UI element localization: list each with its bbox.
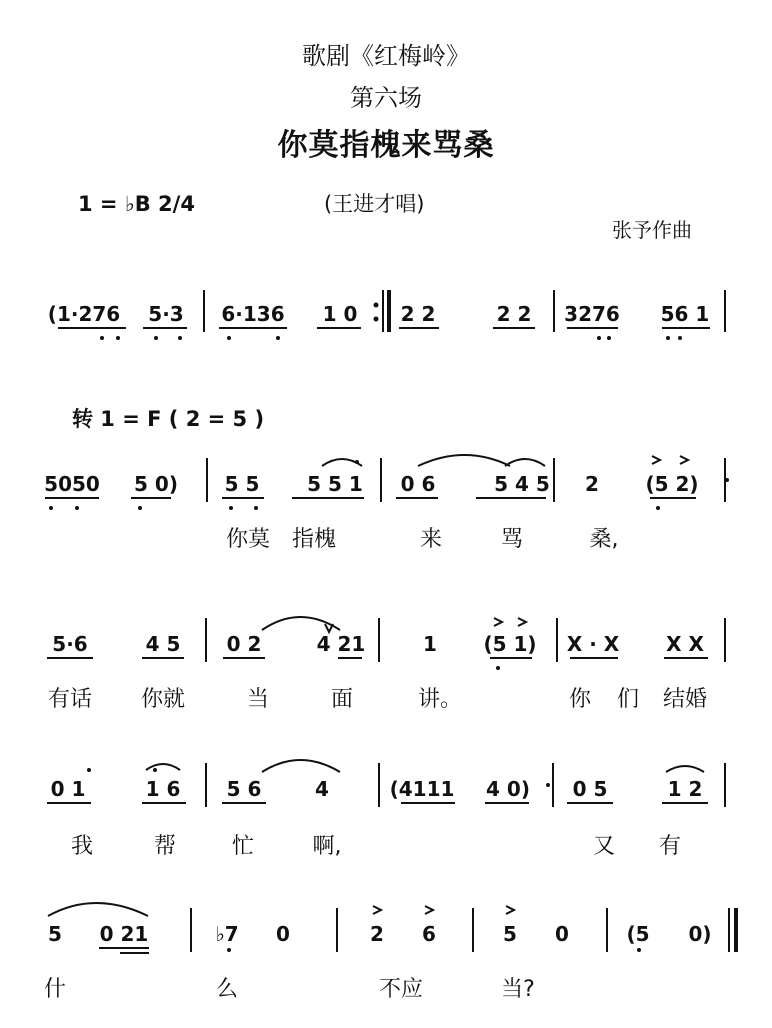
note-group: 5·6 (52, 632, 88, 656)
note-group: 5 0) (134, 472, 178, 496)
lyric: 当? (501, 977, 535, 1002)
accent-mark (680, 456, 688, 464)
note-group: 4 (315, 777, 329, 801)
note-group: 5 4 5 (494, 472, 550, 496)
accent-mark (425, 906, 433, 914)
lyric: 你 (568, 687, 592, 712)
key-signature: 1 = ♭B 2/4 (78, 192, 195, 216)
lyric: 们 (616, 687, 640, 712)
lyric: 又 (592, 834, 616, 859)
lyric: 骂 (500, 527, 524, 552)
note-group: 6·136 (221, 302, 285, 326)
note-group: 1 2 (667, 777, 703, 801)
lyric: 啊, (312, 834, 342, 859)
note-group: 5 5 (224, 472, 260, 496)
song-title: 你莫指槐来骂桑 (277, 128, 495, 163)
note-group: 1 (423, 632, 437, 656)
lyric: 桑, (589, 527, 619, 552)
note-group: ♭7 (215, 922, 239, 946)
note-group: 2 2 (400, 302, 436, 326)
lyric: 结婚 (662, 687, 708, 712)
fermata-dot (546, 783, 550, 787)
note-group: 5·3 (148, 302, 184, 326)
note-group: 0 6 (400, 472, 436, 496)
lyric: 你就 (140, 687, 186, 712)
lyric: 讲。 (417, 687, 463, 712)
note-group: X X (666, 632, 704, 656)
note-group: 2 (585, 472, 599, 496)
lyric: 什 (43, 977, 67, 1002)
singer-label: (王进才唱) (324, 192, 425, 216)
lyric: 有话 (47, 687, 93, 712)
accent-mark (518, 618, 526, 626)
accent-mark (506, 906, 514, 914)
note-group: 4 21 (316, 632, 366, 656)
slur-mark (262, 617, 340, 630)
note-group: 6 (422, 922, 436, 946)
note-group: (5 2) (645, 472, 699, 496)
accent-mark (494, 618, 502, 626)
opera-title: 歌剧《红梅岭》 (302, 42, 470, 70)
note-group: 2 (370, 922, 384, 946)
note-group: (4111 (389, 777, 455, 801)
slur-mark (48, 903, 148, 916)
note-group: 0 (276, 922, 290, 946)
lyric: 你莫 (225, 527, 271, 552)
note-group: 5 5 1 (307, 472, 363, 496)
composer-credit: 张予作曲 (612, 218, 692, 242)
note-group: 0) (688, 922, 712, 946)
slur-mark (505, 459, 545, 466)
fermata-dot (725, 478, 729, 482)
lyric: 当 (246, 687, 270, 712)
note-group: 0 5 (572, 777, 608, 801)
lyric: 忙 (231, 834, 255, 859)
note-group: 1 6 (145, 777, 181, 801)
note-group: 3276 (564, 302, 620, 326)
breath-mark (325, 624, 333, 632)
repeat-dot (374, 317, 379, 322)
lyric: 么 (215, 977, 239, 1002)
slur-mark (666, 766, 704, 772)
lyric: 来 (419, 527, 443, 552)
note-group: 56 1 (660, 302, 710, 326)
scene-label: 第六场 (350, 84, 422, 112)
slur-mark (322, 459, 362, 466)
note-group: 2 2 (496, 302, 532, 326)
lyric: 指槐 (291, 527, 337, 552)
lyric: 帮 (153, 834, 177, 859)
note-group: (5 1) (483, 632, 537, 656)
note-group: 5 6 (226, 777, 262, 801)
lyric: 我 (70, 834, 94, 859)
note-group: 4 0) (486, 777, 530, 801)
modulation-marking: 转 1 = F ( 2 = 5 ) (72, 407, 265, 431)
note-group: 0 21 (99, 922, 149, 946)
lyric: 有 (658, 834, 682, 859)
slur-mark (262, 760, 340, 772)
note-group: 5050 (44, 472, 100, 496)
note-group: 0 (555, 922, 569, 946)
accent-mark (652, 456, 660, 464)
lyric: 面 (330, 687, 354, 712)
note-group: 5 (48, 922, 62, 946)
note-group: (5 (626, 922, 650, 946)
repeat-dot (374, 303, 379, 308)
note-group: X · X (566, 632, 620, 656)
note-group: 1 0 (322, 302, 358, 326)
note-group: 4 5 (145, 632, 181, 656)
lyric: 不应 (378, 977, 424, 1002)
tie-mark (418, 455, 510, 466)
note-group: (1·276 (47, 302, 121, 326)
note-group: 5 (503, 922, 517, 946)
slur-mark (146, 764, 180, 770)
note-group: 0 2 (226, 632, 262, 656)
accent-mark (373, 906, 381, 914)
note-group: 0 1 (50, 777, 86, 801)
